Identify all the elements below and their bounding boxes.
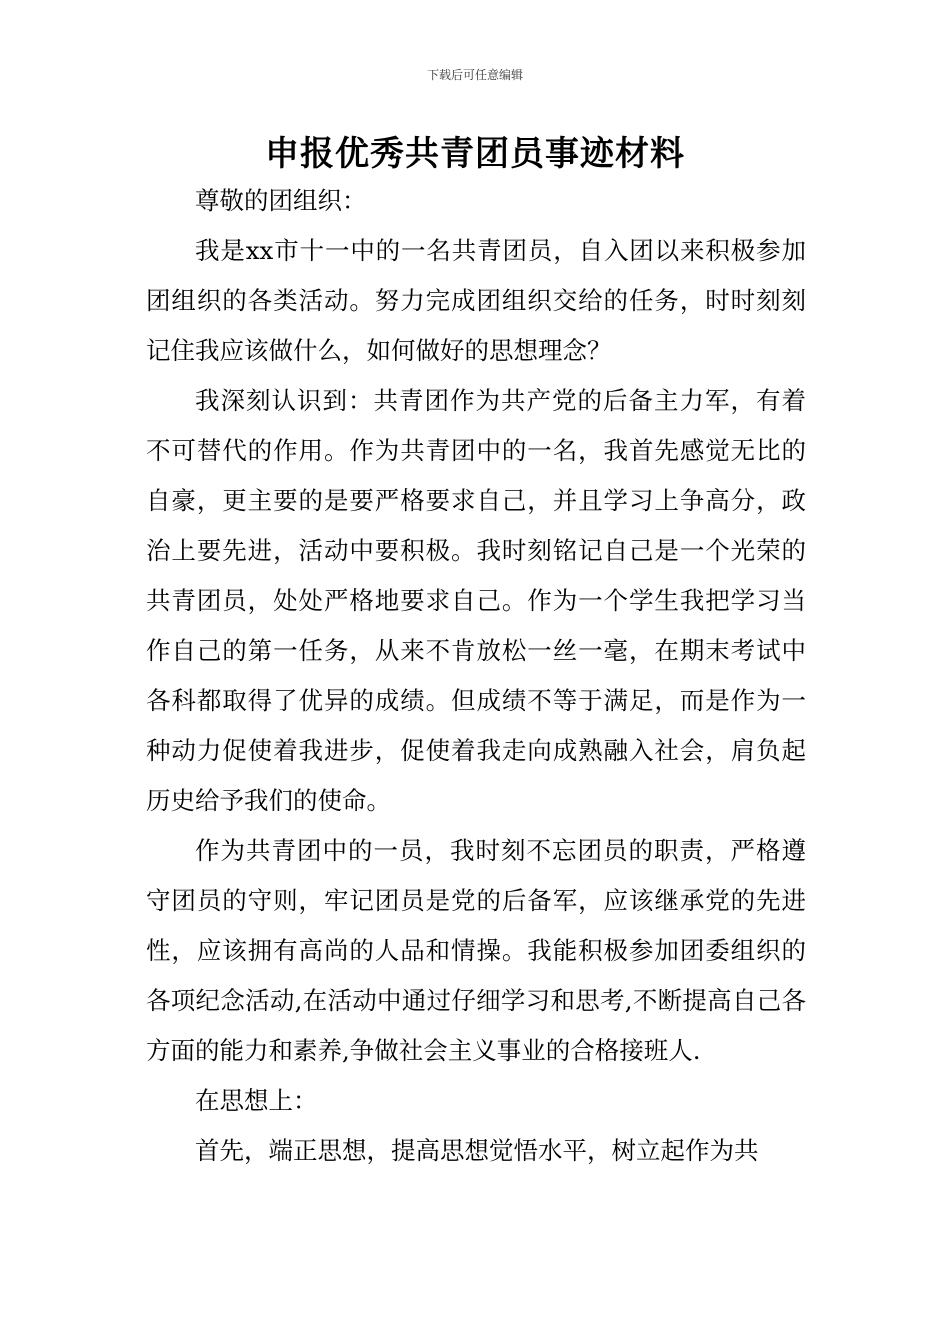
body-paragraph: 首先，端正思想，提高思想觉悟水平，树立起作为共 bbox=[195, 1136, 759, 1165]
body-paragraph: 作为共青团中的一员，我时刻不忘团员的职责，严格遵守团员的守则，牢记团员是党的后备军，应该继承党的先进性，应该拥有高尚的人品和情操。我能积极参加团委组织的各项纪念活动,在活动中通过仔细学习和思考,不断提高自己各方面的能力和素养,争做社会主义事业的合格接班人. bbox=[146, 836, 806, 1065]
document-body bbox=[146, 176, 806, 1176]
body-paragraph: 我深刻认识到：共青团作为共产党的后备主力军，有着不可替代的作用。作为共青团中的一名，我首先感觉无比的自豪，更主要的是要严格要求自己，并且学习上争高分，政治上要先进，活动中要积极。我时刻铭记自己是一个光荣的共青团员，处处严格地要求自己。作为一个学生我把学习当作自己的第一任务，从来不肯放松一丝一毫，在期末考试中各科都取得了优异的成绩。但成绩不等于满足，而是作为一种动力促使着我进步，促使着我走向成熟融入社会，肩负起历史给予我们的使命。 bbox=[146, 386, 806, 815]
section-heading: 在思想上： bbox=[195, 1086, 318, 1115]
salutation: 尊敬的团组织： bbox=[195, 186, 367, 215]
body-paragraph: 我是xx市十一中的一名共青团员，自入团以来积极参加团组织的各类活动。努力完成团组织交给的任务，时时刻刻记住我应该做什么，如何做好的思想理念？ bbox=[146, 236, 806, 365]
header-note: 下载后可任意编辑 bbox=[426, 68, 523, 82]
document-title: 申报优秀共青团员事迹材料 bbox=[265, 134, 685, 174]
